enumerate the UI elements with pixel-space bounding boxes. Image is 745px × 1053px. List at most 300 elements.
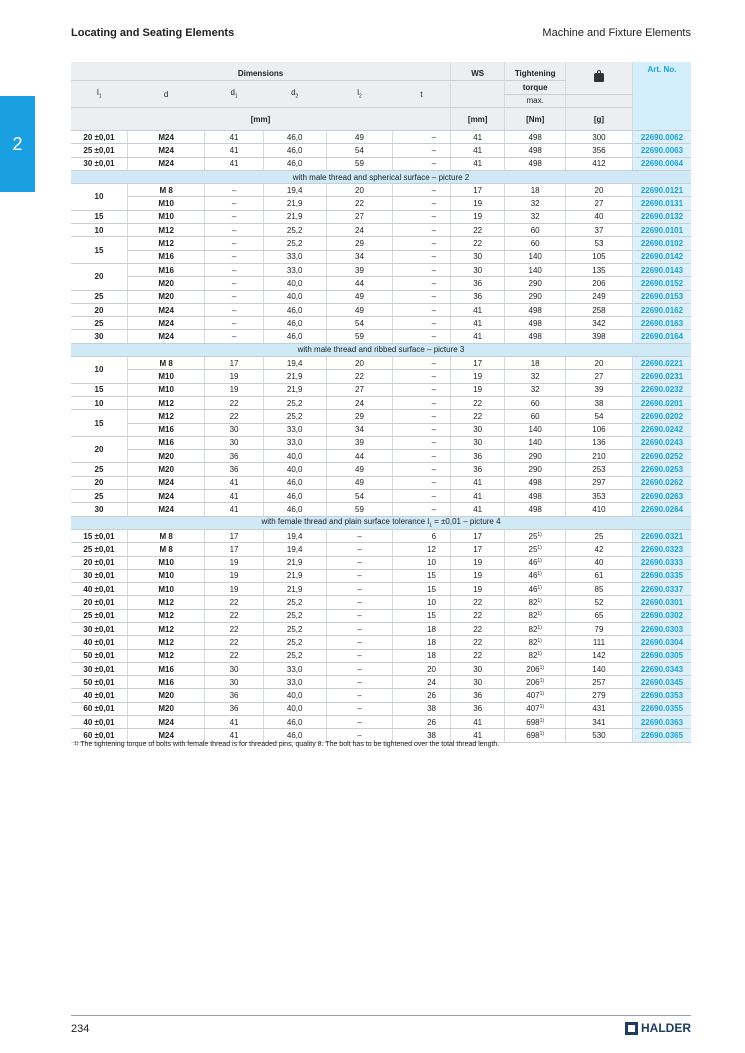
cell-value: 135 (566, 263, 633, 276)
art-no-link[interactable]: 22690.0335 (632, 569, 691, 582)
cell-value: 19 (451, 370, 505, 383)
chapter-tab[interactable]: 2 (0, 96, 35, 192)
art-no-link[interactable]: 22690.0121 (632, 184, 691, 197)
art-no-link[interactable]: 22690.0264 (632, 503, 691, 516)
dimensions-header: Dimensions (71, 62, 451, 81)
cell-t: – (393, 370, 451, 383)
cell-value: 21,9 (263, 210, 326, 223)
art-no-link[interactable]: 22690.0162 (632, 303, 691, 316)
cell-value: 41 (205, 131, 264, 144)
cell-value: – (205, 250, 264, 263)
cell-value: 49 (326, 131, 393, 144)
cell-d: M16 (127, 662, 204, 675)
cell-value: 65 (566, 609, 633, 622)
table-row (71, 583, 691, 596)
table-row (71, 463, 691, 476)
cell-value: 21,9 (263, 556, 326, 569)
cell-value: 41 (451, 157, 505, 170)
cell-t: – (393, 410, 451, 423)
cell-value: 40 (566, 556, 633, 569)
art-no-link[interactable]: 22690.0353 (632, 689, 691, 702)
cell-value: 21,9 (263, 583, 326, 596)
cell-l1: 40 ±0,01 (71, 716, 127, 729)
cell-value: 46,0 (263, 503, 326, 516)
table-row (71, 317, 691, 330)
cell-value: 39 (326, 263, 393, 276)
cell-l1: 30 ±0,01 (71, 662, 127, 675)
cell-value: 698$^{1)}$ (505, 716, 566, 729)
cell-t: 26 (393, 716, 451, 729)
cell-d: M24 (127, 716, 204, 729)
cell-value: 36 (205, 450, 264, 463)
art-no-link[interactable]: 22690.0301 (632, 596, 691, 609)
cell-value: 17 (451, 357, 505, 370)
cell-value: 698$^{1)}$ (505, 729, 566, 742)
cell-value: 431 (566, 702, 633, 715)
cell-d: M12 (127, 649, 204, 662)
cell-l1: 20 (71, 303, 127, 316)
cell-value: 30 (451, 250, 505, 263)
cell-value: 297 (566, 476, 633, 489)
cell-value: 498 (505, 144, 566, 157)
cell-value: 40,0 (263, 702, 326, 715)
table-row (71, 250, 691, 263)
cell-d: M16 (127, 436, 204, 449)
chapter-title: Machine and Fixture Elements (542, 27, 691, 39)
cell-l1: 20 (71, 476, 127, 489)
table-row (71, 370, 691, 383)
table-row (71, 290, 691, 303)
table-row (71, 184, 691, 197)
cell-t: – (393, 224, 451, 237)
cell-value: 33,0 (263, 662, 326, 675)
cell-value: 39 (566, 383, 633, 396)
cell-value: 41 (451, 476, 505, 489)
ws-header: WS (451, 62, 505, 81)
cell-l1: 25 ±0,01 (71, 543, 127, 556)
table-row (71, 636, 691, 649)
cell-value: – (205, 277, 264, 290)
cell-t: 38 (393, 702, 451, 715)
art-no-link[interactable]: 22690.0355 (632, 702, 691, 715)
cell-value: 82$^{1)}$ (505, 596, 566, 609)
cell-l1: 15 (71, 410, 127, 437)
table-row (71, 649, 691, 662)
cell-value: 34 (326, 423, 393, 436)
cell-value: 27 (566, 197, 633, 210)
d-header: d (127, 81, 204, 108)
cell-value: 17 (451, 543, 505, 556)
art-no-link[interactable]: 22690.0252 (632, 450, 691, 463)
cell-value: 206$^{1)}$ (505, 676, 566, 689)
cell-value: 20 (566, 184, 633, 197)
cell-value: 140 (505, 423, 566, 436)
art-no-link[interactable]: 22690.0153 (632, 290, 691, 303)
art-no-link[interactable]: 22690.0164 (632, 330, 691, 343)
cell-value: 41 (451, 131, 505, 144)
cell-value: 140 (505, 263, 566, 276)
table-row (71, 503, 691, 516)
cell-value: 40,0 (263, 450, 326, 463)
cell-value: 49 (326, 290, 393, 303)
cell-t: – (393, 290, 451, 303)
cell-d: M10 (127, 370, 204, 383)
art-no-link[interactable]: 22690.0152 (632, 277, 691, 290)
cell-t: – (393, 210, 451, 223)
cell-value: 25,2 (263, 224, 326, 237)
cell-value: 290 (505, 463, 566, 476)
art-no-link[interactable]: 22690.0343 (632, 662, 691, 675)
cell-value: 19 (205, 383, 264, 396)
cell-value: 22 (451, 596, 505, 609)
cell-value: 41 (451, 330, 505, 343)
cell-value: 25$^{1)}$ (505, 543, 566, 556)
cell-value: – (205, 317, 264, 330)
cell-value: 54 (566, 410, 633, 423)
art-no-link[interactable]: 22690.0163 (632, 317, 691, 330)
table-row (71, 490, 691, 503)
cell-value: 41 (451, 317, 505, 330)
cell-d: M24 (127, 476, 204, 489)
cell-value: 22 (205, 649, 264, 662)
cell-value: 19 (451, 583, 505, 596)
table-row (71, 423, 691, 436)
art-no-link[interactable]: 22690.0102 (632, 237, 691, 250)
cell-l1: 30 (71, 503, 127, 516)
cell-l1: 60 ±0,01 (71, 702, 127, 715)
cell-value: 25,2 (263, 649, 326, 662)
cell-value: 279 (566, 689, 633, 702)
art-no-link[interactable]: 22690.0231 (632, 370, 691, 383)
cell-value: 34 (326, 250, 393, 263)
cell-value: 290 (505, 277, 566, 290)
cell-value: 40,0 (263, 463, 326, 476)
cell-d: M10 (127, 383, 204, 396)
art-no-link[interactable]: 22690.0305 (632, 649, 691, 662)
cell-value: 46,0 (263, 303, 326, 316)
art-no-link[interactable]: 22690.0101 (632, 224, 691, 237)
cell-value: 24 (326, 396, 393, 409)
cell-value: 82$^{1)}$ (505, 622, 566, 635)
cell-value: 140 (505, 436, 566, 449)
cell-d: M12 (127, 396, 204, 409)
cell-t: – (393, 463, 451, 476)
art-no-link[interactable]: 22690.0142 (632, 250, 691, 263)
cell-d: M24 (127, 330, 204, 343)
table-row (71, 622, 691, 635)
art-no-link[interactable]: 22690.0302 (632, 609, 691, 622)
cell-value: 46,0 (263, 716, 326, 729)
art-no-link[interactable]: 22690.0131 (632, 197, 691, 210)
cell-d: M20 (127, 450, 204, 463)
table-row (71, 689, 691, 702)
halder-logo: HALDER (625, 1021, 691, 1035)
cell-value: – (326, 662, 393, 675)
cell-l1: 50 ±0,01 (71, 676, 127, 689)
d1-header: $d_1$ (205, 81, 264, 108)
cell-l1: 20 ±0,01 (71, 131, 127, 144)
cell-value: 19 (205, 569, 264, 582)
cell-t: – (393, 436, 451, 449)
cell-value: 37 (566, 224, 633, 237)
cell-value: 85 (566, 583, 633, 596)
cell-value: 25,2 (263, 622, 326, 635)
cell-t: – (393, 131, 451, 144)
art-no-link[interactable]: 22690.0242 (632, 423, 691, 436)
art-no-link[interactable]: 22690.0221 (632, 357, 691, 370)
cell-l1: 40 ±0,01 (71, 636, 127, 649)
cell-value: 290 (505, 450, 566, 463)
cell-t: – (393, 184, 451, 197)
cell-value: 60 (505, 410, 566, 423)
cell-d: M20 (127, 277, 204, 290)
cell-value: 59 (326, 157, 393, 170)
art-no-link[interactable]: 22690.0323 (632, 543, 691, 556)
cell-d: M 8 (127, 357, 204, 370)
cell-value: 498 (505, 131, 566, 144)
cell-value: 36 (451, 689, 505, 702)
art-no-link[interactable]: 22690.0063 (632, 144, 691, 157)
cell-value: 33,0 (263, 423, 326, 436)
cell-value: – (205, 263, 264, 276)
cell-t: – (393, 476, 451, 489)
cell-value: – (326, 649, 393, 662)
cell-value: – (205, 237, 264, 250)
cell-t: – (393, 396, 451, 409)
cell-d: M10 (127, 197, 204, 210)
cell-value: – (205, 303, 264, 316)
cell-l1: 20 ±0,01 (71, 556, 127, 569)
cell-value: 407$^{1)}$ (505, 689, 566, 702)
cell-value: 41 (205, 144, 264, 157)
art-no-link[interactable]: 22690.0263 (632, 490, 691, 503)
header-row-1 (71, 62, 691, 81)
cell-value: 36 (205, 463, 264, 476)
cell-value: 82$^{1)}$ (505, 649, 566, 662)
cell-value: 36 (451, 290, 505, 303)
cell-value: 253 (566, 463, 633, 476)
art-no-link[interactable]: 22690.0143 (632, 263, 691, 276)
cell-d: M16 (127, 250, 204, 263)
section-label: with male thread and spherical surface – picture 2 (71, 170, 691, 183)
cell-value: 36 (451, 450, 505, 463)
cell-value: 206$^{1)}$ (505, 662, 566, 675)
table-row (71, 224, 691, 237)
cell-value: 53 (566, 237, 633, 250)
art-no-link[interactable]: 22690.0333 (632, 556, 691, 569)
section-row (71, 516, 691, 529)
cell-t: 15 (393, 609, 451, 622)
table-row (71, 410, 691, 423)
cell-l1: 20 ±0,01 (71, 596, 127, 609)
cell-value: 46,0 (263, 131, 326, 144)
table-row (71, 237, 691, 250)
torque-header-2: torque (505, 81, 566, 95)
cell-d: M10 (127, 210, 204, 223)
art-no-link[interactable]: 22690.0345 (632, 676, 691, 689)
cell-l1: 15 ±0,01 (71, 529, 127, 542)
cell-value: 22 (205, 410, 264, 423)
weight-icon (594, 73, 604, 82)
cell-d: M20 (127, 463, 204, 476)
cell-value: 30 (205, 662, 264, 675)
cell-t: 15 (393, 583, 451, 596)
cell-value: 38 (566, 396, 633, 409)
section-row (71, 170, 691, 183)
cell-value: – (205, 290, 264, 303)
cell-value: 46,0 (263, 317, 326, 330)
cell-value: 82$^{1)}$ (505, 609, 566, 622)
cell-value: 27 (566, 370, 633, 383)
cell-value: – (326, 569, 393, 582)
cell-l1: 25 ±0,01 (71, 144, 127, 157)
table-row (71, 476, 691, 489)
cell-l1: 40 ±0,01 (71, 583, 127, 596)
cell-value: 140 (566, 662, 633, 675)
art-no-link[interactable]: 22690.0243 (632, 436, 691, 449)
cell-t: 10 (393, 556, 451, 569)
cell-value: 46,0 (263, 157, 326, 170)
cell-value: 44 (326, 450, 393, 463)
cell-value: – (205, 184, 264, 197)
cell-value: 33,0 (263, 250, 326, 263)
cell-value: 40 (566, 210, 633, 223)
cell-value: 17 (205, 543, 264, 556)
cell-value: – (326, 622, 393, 635)
cell-value: 300 (566, 131, 633, 144)
cell-t: – (393, 503, 451, 516)
art-no-link[interactable]: 22690.0062 (632, 131, 691, 144)
t-header: t (393, 81, 451, 108)
cell-l1: 30 ±0,01 (71, 157, 127, 170)
cell-value: – (326, 729, 393, 742)
cell-value: 19 (451, 556, 505, 569)
cell-value: 22 (205, 609, 264, 622)
cell-value: 27 (326, 383, 393, 396)
cell-value: 21,9 (263, 197, 326, 210)
cell-value: 36 (205, 702, 264, 715)
cell-t: 18 (393, 649, 451, 662)
table-row (71, 157, 691, 170)
cell-t: 18 (393, 636, 451, 649)
cell-l1: 25 (71, 463, 127, 476)
cell-value: 498 (505, 157, 566, 170)
cell-value: 140 (505, 250, 566, 263)
cell-t: 38 (393, 729, 451, 742)
cell-value: 22 (451, 224, 505, 237)
art-no-link[interactable]: 22690.0321 (632, 529, 691, 542)
art-no-link[interactable]: 22690.0201 (632, 396, 691, 409)
art-no-link[interactable]: 22690.0202 (632, 410, 691, 423)
cell-value: 30 (205, 423, 264, 436)
cell-t: – (393, 157, 451, 170)
table-row (71, 543, 691, 556)
cell-value: 22 (451, 636, 505, 649)
cell-value: 46,0 (263, 490, 326, 503)
cell-value: 46$^{1)}$ (505, 556, 566, 569)
cell-d: M12 (127, 410, 204, 423)
cell-value: 22 (451, 609, 505, 622)
cell-t: 6 (393, 529, 451, 542)
cell-value: 41 (451, 490, 505, 503)
cell-d: M20 (127, 702, 204, 715)
cell-d: M12 (127, 224, 204, 237)
cell-value: 41 (205, 157, 264, 170)
art-no-link[interactable]: 22690.0132 (632, 210, 691, 223)
art-no-link[interactable]: 22690.0304 (632, 636, 691, 649)
cell-value: 341 (566, 716, 633, 729)
cell-d: M16 (127, 676, 204, 689)
cell-l1: 20 (71, 436, 127, 463)
cell-value: 46$^{1)}$ (505, 583, 566, 596)
cell-value: 41 (205, 729, 264, 742)
cell-value: 30 (451, 436, 505, 449)
unit-mm: [mm] (71, 108, 451, 131)
cell-t: – (393, 490, 451, 503)
art-no-link[interactable]: 22690.0303 (632, 622, 691, 635)
cell-value: 20 (566, 357, 633, 370)
art-no-link[interactable]: 22690.0337 (632, 583, 691, 596)
cell-d: M24 (127, 144, 204, 157)
cell-value: 25 (566, 529, 633, 542)
art-no-link[interactable]: 22690.0363 (632, 716, 691, 729)
cell-value: 36 (205, 689, 264, 702)
cell-value: 60 (505, 396, 566, 409)
cell-value: 19,4 (263, 357, 326, 370)
table-row (71, 529, 691, 542)
cell-value: – (326, 689, 393, 702)
art-no-link[interactable]: 22690.0365 (632, 729, 691, 742)
cell-value: 49 (326, 303, 393, 316)
footnote: $^{1)}$ The tightening torque of bolts with female thread is for threaded pins, quality 8. The bolt has to be tightened over the total thread length. (74, 741, 500, 748)
cell-t: – (393, 423, 451, 436)
cell-value: – (326, 609, 393, 622)
cell-d: M24 (127, 131, 204, 144)
cell-value: 20 (326, 184, 393, 197)
cell-value: 60 (505, 237, 566, 250)
d2-header: $d_2$ (263, 81, 326, 108)
cell-value: 22 (451, 649, 505, 662)
cell-value: 61 (566, 569, 633, 582)
cell-value: – (326, 596, 393, 609)
cell-value: 30 (451, 676, 505, 689)
art-no-link[interactable]: 22690.0232 (632, 383, 691, 396)
table-row (71, 144, 691, 157)
cell-value: 32 (505, 197, 566, 210)
table-row (71, 357, 691, 370)
table-row (71, 396, 691, 409)
cell-value: 25,2 (263, 410, 326, 423)
art-no-link[interactable]: 22690.0064 (632, 157, 691, 170)
cell-value: 498 (505, 303, 566, 316)
table-row (71, 596, 691, 609)
art-no-link[interactable]: 22690.0262 (632, 476, 691, 489)
cell-t: – (393, 197, 451, 210)
cell-value: 19 (451, 210, 505, 223)
cell-value: 25,2 (263, 596, 326, 609)
art-no-link[interactable]: 22690.0253 (632, 463, 691, 476)
cell-value: 20 (326, 357, 393, 370)
cell-value: 59 (326, 503, 393, 516)
cell-value: 25$^{1)}$ (505, 529, 566, 542)
cell-value: 40,0 (263, 290, 326, 303)
cell-value: 353 (566, 490, 633, 503)
cell-value: 18 (505, 357, 566, 370)
cell-value: 82$^{1)}$ (505, 636, 566, 649)
cell-l1: 20 (71, 263, 127, 290)
cell-d: M16 (127, 263, 204, 276)
cell-value: 22 (451, 396, 505, 409)
